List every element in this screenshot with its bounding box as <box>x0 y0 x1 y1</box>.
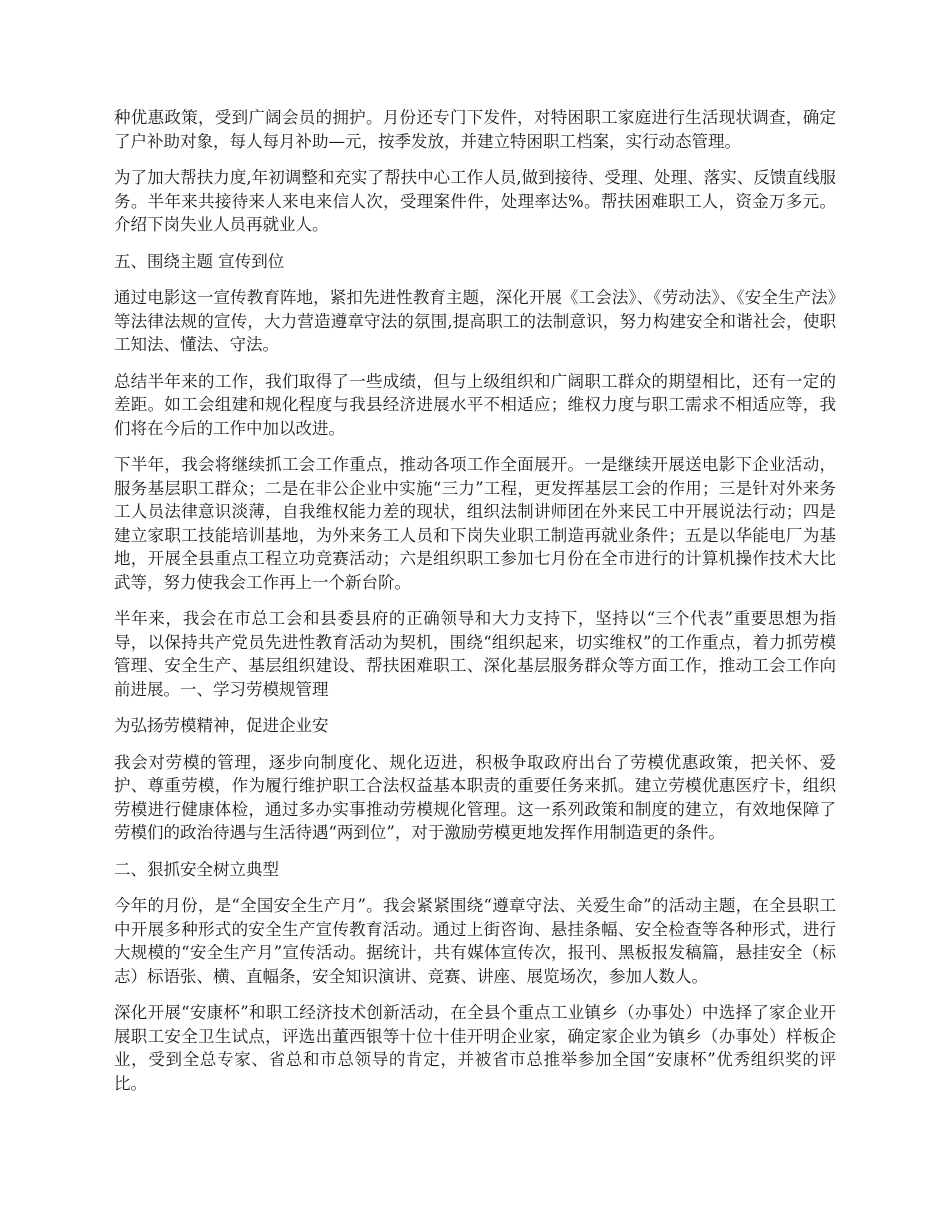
paragraph-law-publicity: 通过电影这一宣传教育阵地，紧扣先进性教育主题，深化开展《工会法》、《劳动法》、《安全生产法》等法律法规的宣传，大力营造遵章守法的氛围,提高职工的法制意识，努力构建安全和谐社会，使职工知法、懂法、守法。 <box>114 288 836 354</box>
section-heading-safety: 二、狠抓安全树立典型 <box>114 859 279 879</box>
paragraph-safety-month: 今年的月份，是“全国安全生产月”。我会紧紧围绕“遵章守法、关爱生命”的活动主题，在全县职工中开展多种形式的安全生产宣传教育活动。通过上街咨询、悬挂条幅、安全检查等各种形式，进行大规模的“安全生产月”宣传活动。据统计，共有媒体宣传次，报刊、黑板报发稿篇，悬挂安全（标志）标语张、横、直幅条，安全知识演讲、竞赛、讲座、展览场次，参加人数人。 <box>114 896 836 986</box>
paragraph-summary: 总结半年来的工作，我们取得了一些成绩，但与上级组织和广阔职工群众的期望相比，还有一定的差距。如工会组建和规化程度与我县经济进展水平不相适应；维权力度与职工需求不相适应等，我们将在今后的工作中加以改进。 <box>114 371 836 438</box>
paragraph-half-year-overview: 半年来，我会在市总工会和县委县府的正确领导和大力支持下，坚持以“三个代表”重要思想为指导，以保持共产党员先进性教育活动为契机，围绕“组织起来，切实维权”的工作重点，着力抓劳模管理、安全生产、基层组织建设、帮扶困难职工、深化基层服务群众等方面工作，推动工会工作向前进展。一、学习劳模规管理 <box>114 609 836 699</box>
section-heading-publicity: 五、围绕主题 宣传到位 <box>114 251 285 271</box>
paragraph-model-worker-management: 我会对劳模的管理，逐步向制度化、规化迈进，积极争取政府出台了劳模优惠政策，把关怀、爱护、尊重劳模，作为履行维护职工合法权益基本职责的重要任务来抓。建立劳模优惠医疗卡，组织劳模进行健康体检，通过多办实事推动劳模规化管理。这一系列政策和制度的建立，有效地保障了劳模们的政治待遇与生活待遇“两到位”，对于激励劳模更地发挥作用制造更的条件。 <box>114 752 836 842</box>
paragraph-assistance-center: 为了加大帮扶力度,年初调整和充实了帮扶中心工作人员,做到接待、受理、处理、落实、反馈直线服务。半年来共接待来人来电来信人次，受理案件件，处理率达%。帮扶困难职工人，资金万多元。介绍下岗失业人员再就业人。 <box>114 168 836 234</box>
paragraph-hardship-subsidy: 种优惠政策，受到广阔会员的拥护。月份还专门下发件，对特困职工家庭进行生活现状调查，确定了户补助对象，每人每月补助—元，按季发放，并建立特困职工档案，实行动态管理。 <box>114 108 836 151</box>
paragraph-ankang-cup: 深化开展“安康杯”和职工经济技术创新活动，在全县个重点工业镇乡（办事处）中选择了家企业开展职工安全卫生试点，评选出董西银等十位十佳开明企业家，确定家企业为镇乡（办事处）样板企业，受到全总专家、省总和市总领导的肯定，并被省市总推举参加全国“安康杯”优秀组织奖的评比。 <box>114 1003 836 1093</box>
paragraph-second-half-plan: 下半年，我会将继续抓工会工作重点，推动各项工作全面展开。一是继续开展送电影下企业活动，服务基层职工群众；二是在非公企业中实施“三力”工程，更发挥基层工会的作用；三是针对外来务工人员法律意识淡薄，自我维权能力差的现状，组织法制讲师团在外来民工中开展说法行动；四是建立家职工技能培训基地，为外来务工人员和下岗失业职工制造再就业条件；五是以华能电厂为基地，开展全县重点工程立功竞赛活动；六是组织职工参加七月份在全市进行的计算机操作技术大比武等，努力使我会工作再上一个新台阶。 <box>114 455 836 592</box>
paragraph-model-worker-spirit: 为弘扬劳模精神，促进企业安 <box>114 716 329 735</box>
